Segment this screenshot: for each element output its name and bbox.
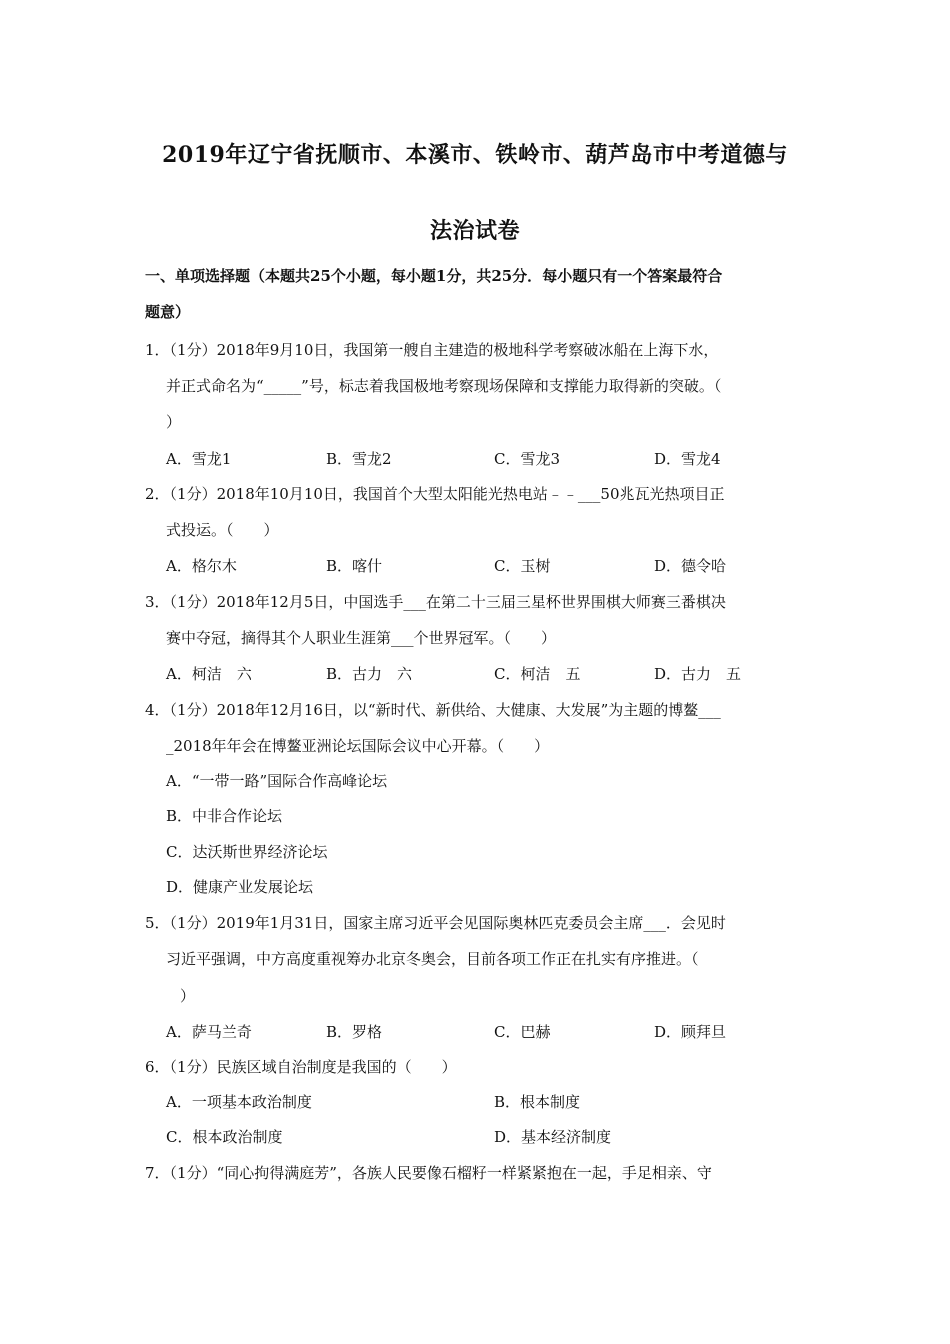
q1-option-c: C．雪龙3 (494, 450, 561, 468)
q5-option-a: A．萨马兰奇 (166, 1023, 252, 1041)
q2-option-d: D．德令哈 (654, 557, 727, 575)
q2-option-a: A．格尔木 (166, 557, 237, 575)
q5-line-3: ） (180, 987, 196, 1005)
q1-line-2: 并正式命名为“_____”号，标志着我国极地考察现场保障和支撑能力取得新的突破。（ (166, 377, 722, 395)
q3-option-c: C．柯洁 五 (494, 665, 581, 683)
q6-option-a: A．一项基本政治制度 (166, 1093, 312, 1111)
q3-option-a: A．柯洁 六 (166, 665, 252, 683)
q5-line-2: 习近平强调，中方高度重视筹办北京冬奥会，目前各项工作正在扎实有序推进。（ (166, 950, 699, 968)
q6-option-d: D．基本经济制度 (494, 1128, 612, 1146)
q4-option-c: C．达沃斯世界经济论坛 (166, 843, 328, 861)
q6-option-b: B．根本制度 (494, 1093, 581, 1111)
title-line-2: 法治试卷 (429, 218, 520, 244)
q6-line-1: 6．（1分）民族区域自治制度是我国的（ ） (145, 1058, 457, 1076)
q5-option-b: B．罗格 (326, 1023, 383, 1041)
q4-line-2: _2018年年会在博鳌亚洲论坛国际会议中心开幕。（ ） (166, 737, 550, 755)
section-heading-line-2: 题意） (145, 303, 191, 321)
q4-line-1: 4．（1分）2018年12月16日，以“新时代、新供给、大健康、大发展”为主题的博鳌___ (145, 701, 721, 719)
q2-line-2: 式投运。（ ） (166, 521, 279, 539)
q4-option-b: B．中非合作论坛 (166, 807, 283, 825)
q1-line-1: 1．（1分）2018年9月10日，我国第一艘自主建造的极地科学考察破冰船在上海下水， (145, 341, 719, 359)
q1-option-a: A．雪龙1 (166, 450, 232, 468)
q5-option-c: C．巴赫 (494, 1023, 551, 1041)
q4-option-d: D．健康产业发展论坛 (166, 878, 314, 896)
q4-option-a: A．“一带一路”国际合作高峰论坛 (166, 772, 388, 790)
q7-line-1: 7．（1分）“同心拘得满庭芳”，各族人民要像石榴籽一样紧紧抱在一起，手足相亲、守 (145, 1164, 712, 1182)
q3-option-d: D．古力 五 (654, 665, 742, 683)
title-line-1: 2019年辽宁省抚顺市、本溪市、铁岭市、葫芦岛市中考道德与 (162, 142, 788, 168)
q2-option-b: B．喀什 (326, 557, 383, 575)
q5-option-d: D．顾拜旦 (654, 1023, 727, 1041)
q3-line-2: 赛中夺冠，摘得其个人职业生涯第___个世界冠军。（ ） (166, 629, 557, 647)
q2-line-1: 2．（1分）2018年10月10日，我国首个大型太阳能光热电站﹣﹣___50兆瓦光热项目正 (145, 485, 725, 503)
q1-line-3: ） (166, 413, 182, 431)
q1-option-b: B．雪龙2 (326, 450, 392, 468)
section-heading-line-1: 一、单项选择题（本题共25个小题，每小题1分，共25分．每小题只有一个答案最符合 (145, 267, 723, 285)
q3-option-b: B．古力 六 (326, 665, 413, 683)
q3-line-1: 3．（1分）2018年12月5日，中国选手___在第二十三届三星杯世界围棋大师赛三番棋决 (145, 593, 726, 611)
q2-option-c: C．玉树 (494, 557, 551, 575)
q6-option-c: C．根本政治制度 (166, 1128, 283, 1146)
q1-option-d: D．雪龙4 (654, 450, 721, 468)
q5-line-1: 5．（1分）2019年1月31日，国家主席习近平会见国际奥林匹克委员会主席___．会见时 (145, 914, 726, 932)
section-heading (145, 258, 815, 330)
